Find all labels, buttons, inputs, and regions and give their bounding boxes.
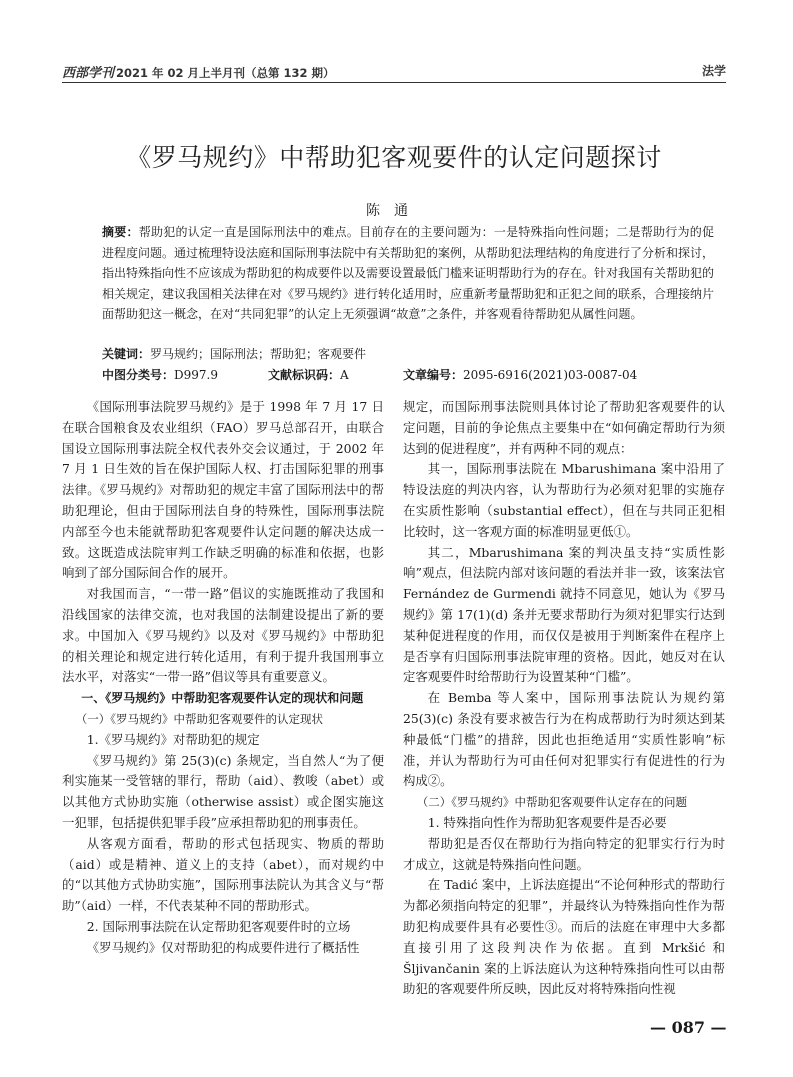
- body-paragraph: 在 Bemba 等人案中，国际刑事法院认为规约第 25(3)(c) 条没有要求被告行为在构成帮助行为时须达到某种最低“门槛”的措辞，因此也拒绝适用“实质性影响”标准，并认为帮助行为可由任何对犯罪实行有促进性的行为构成②。: [403, 690, 725, 789]
- article-title: 《罗马规约》中帮助犯客观要件的认定问题探讨: [126, 143, 662, 172]
- section-heading: （二）《罗马规约》中帮助犯客观要件认定存在的问题: [416, 795, 688, 810]
- article-label: 文章编号：: [403, 368, 464, 382]
- doc-value: A: [340, 368, 349, 382]
- author-name: 陈通: [366, 203, 422, 219]
- body-paragraph: 《国际刑事法院罗马规约》是于 1998 年 7 月 17 日在联合国粮食及农业组织（FAO）罗马总部召开，由联合国设立国际刑事法院全权代表外交会议通过，于 2002 年 7 月 1 日生效的旨在保护国际人权、打击国际犯罪的刑事法律。《罗马规约》对帮助犯的规定丰富了国际刑法中的帮助犯理论，但由于国际刑法自身的特殊性，国际刑事法院内部至今也未能就帮助犯客观要件认定问题的解决达成一致。这既造成法院审判工作缺乏明确的标准和依据，也影响到了部分国际间合作的展开。: [62, 399, 384, 581]
- body-paragraph: 其一，国际刑事法院在 Mbarushimana 案中沿用了特设法庭的判决内容，认为帮助行为必须对犯罪的实施存在实质性影响（substantial effect），但在与共同正犯相比较时，这一客观方面的标准明显更低①。: [403, 461, 725, 539]
- body-paragraph: 规定，而国际刑事法院则具体讨论了帮助犯客观要件的认定问题，目前的争论焦点主要集中在“如何确定帮助行为须达到的促进程度”，并有两种不同的观点：: [403, 399, 725, 456]
- body-paragraph: 对我国而言，“一带一路”倡议的实施既推动了我国和沿线国家的法律交流，也对我国的法制建设提出了新的要求。中国加入《罗马规约》以及对《罗马规约》中帮助犯的相关理论和规定进行转化适用，有利于提升我国刑事立法水平，对落实“一带一路”倡议等具有重要意义。: [62, 586, 384, 685]
- body-paragraph: 在 Tadić 案中，上诉法庭提出“不论何种形式的帮助行为都必须指向特定的犯罪”，并最终认为特殊指向性作为帮助犯构成要件具有必要性③。而后的法庭在审理中大多都直接引用了这段判决作为依据。直到 Mrkšić 和 Šljivančanin 案的上诉法庭认为这种特殊指向性可以由帮助犯的客观要件所反映，因此反对将特殊指向性视: [403, 877, 725, 997]
- body-paragraph: 帮助犯是否仅在帮助行为指向特定的犯罪实行行为时才成立，这就是特殊指向性问题。: [403, 835, 725, 872]
- body-paragraph: 其二，Mbarushimana 案的判决虽支持“实质性影响”观点，但法院内部对该问题的看法并非一致，该案法官 Fernández de Gurmendi 就持不同意见，她认为《罗马规约》第 17(1)(d) 条并无要求帮助行为须对犯罪实行达到某种促进程度的作用，而仅仅是被用于判断案件在程序上是否享有归国际刑事法院审理的资格。因此，她反对在认定客观要件时给帮助行为设置某种“门槛”。: [403, 544, 725, 685]
- body-paragraph: 《罗马规约》仅对帮助犯的构成要件进行了概括性: [86, 939, 360, 955]
- page-number: — 087 —: [650, 1018, 727, 1037]
- section-heading: 2. 国际刑事法院在认定帮助犯客观要件时的立场: [86, 918, 351, 934]
- header-left: [62, 62, 335, 81]
- body-paragraph: 从客观方面看，帮助的形式包括现实、物质的帮助（aid）或是精神、道义上的支持（abet），而对规约中的“以其他方式协助实施”，国际刑事法院认为其含义与“帮助”（aid）一样，不代表某种不同的帮助形式。: [62, 835, 384, 914]
- journal-name: 西部学刊: [62, 66, 115, 81]
- doc-code: [268, 366, 349, 383]
- abstract-text: 帮助犯的认定一直是国际刑法中的难点。目前存在的主要问题为：一是特殊指向性问题；二是帮助行为的促进程度问题。通过梳理特设法庭和国际刑事法院中有关帮助犯的案例，从帮助犯法理结构的角度进行了分析和探讨，指出特殊指向性不应该成为帮助犯的构成要件以及需要设置最低门槛来证明帮助行为的存在。针对我国有关帮助犯的相关规定，建议我国相关法律在对《罗马规约》进行转化适用时，应重新考量帮助犯和正犯之间的联系，合理接纳片面帮助犯这一概念，在对“共同犯罪”的认定上无须强调“故意”之条件，并客观看待帮助犯从属性问题。: [102, 225, 715, 321]
- section-heading: 1.《罗马规约》对帮助犯的规定: [86, 731, 260, 747]
- header-rule: [62, 82, 726, 83]
- section-heading: （一）《罗马规约》中帮助犯客观要件的认定现状: [75, 711, 324, 726]
- article-value: 2095-6916(2021)03-0087-04: [463, 368, 638, 382]
- article-number: [403, 366, 637, 383]
- keywords-text: 罗马规约；国际刑法；帮助犯；客观要件: [150, 347, 367, 361]
- section-heading: 一、《罗马规约》中帮助犯客观要件认定的现状和问题: [81, 691, 364, 706]
- right-column: [403, 397, 725, 1000]
- keywords: [102, 345, 366, 362]
- clc-value: D997.9: [174, 368, 218, 382]
- clc-label: 中图分类号：: [102, 368, 175, 382]
- abstract: [102, 222, 714, 325]
- keywords-label: 关键词：: [102, 347, 151, 361]
- section-heading: 1. 特殊指向性作为帮助犯客观要件是否必要: [427, 814, 667, 830]
- abstract-label: 摘要：: [102, 225, 139, 239]
- doc-label: 文献标识码：: [268, 368, 341, 382]
- running-header: [62, 58, 726, 84]
- section-name: 法学: [701, 64, 726, 78]
- left-column: [62, 397, 384, 959]
- body-paragraph: 《罗马规约》第 25(3)(c) 条规定，当自然人“为了便利实施某一受管辖的罪行，帮助（aid）、教唆（abet）或以其他方式协助实施（otherwise assist）或企图实施这一犯罪，包括提供犯罪手段”应承担帮助犯的刑事责任。: [62, 752, 384, 830]
- issue-info: 2021 年 02 月上半月刊（总第 132 期）: [116, 66, 335, 80]
- clc-number: [102, 366, 218, 383]
